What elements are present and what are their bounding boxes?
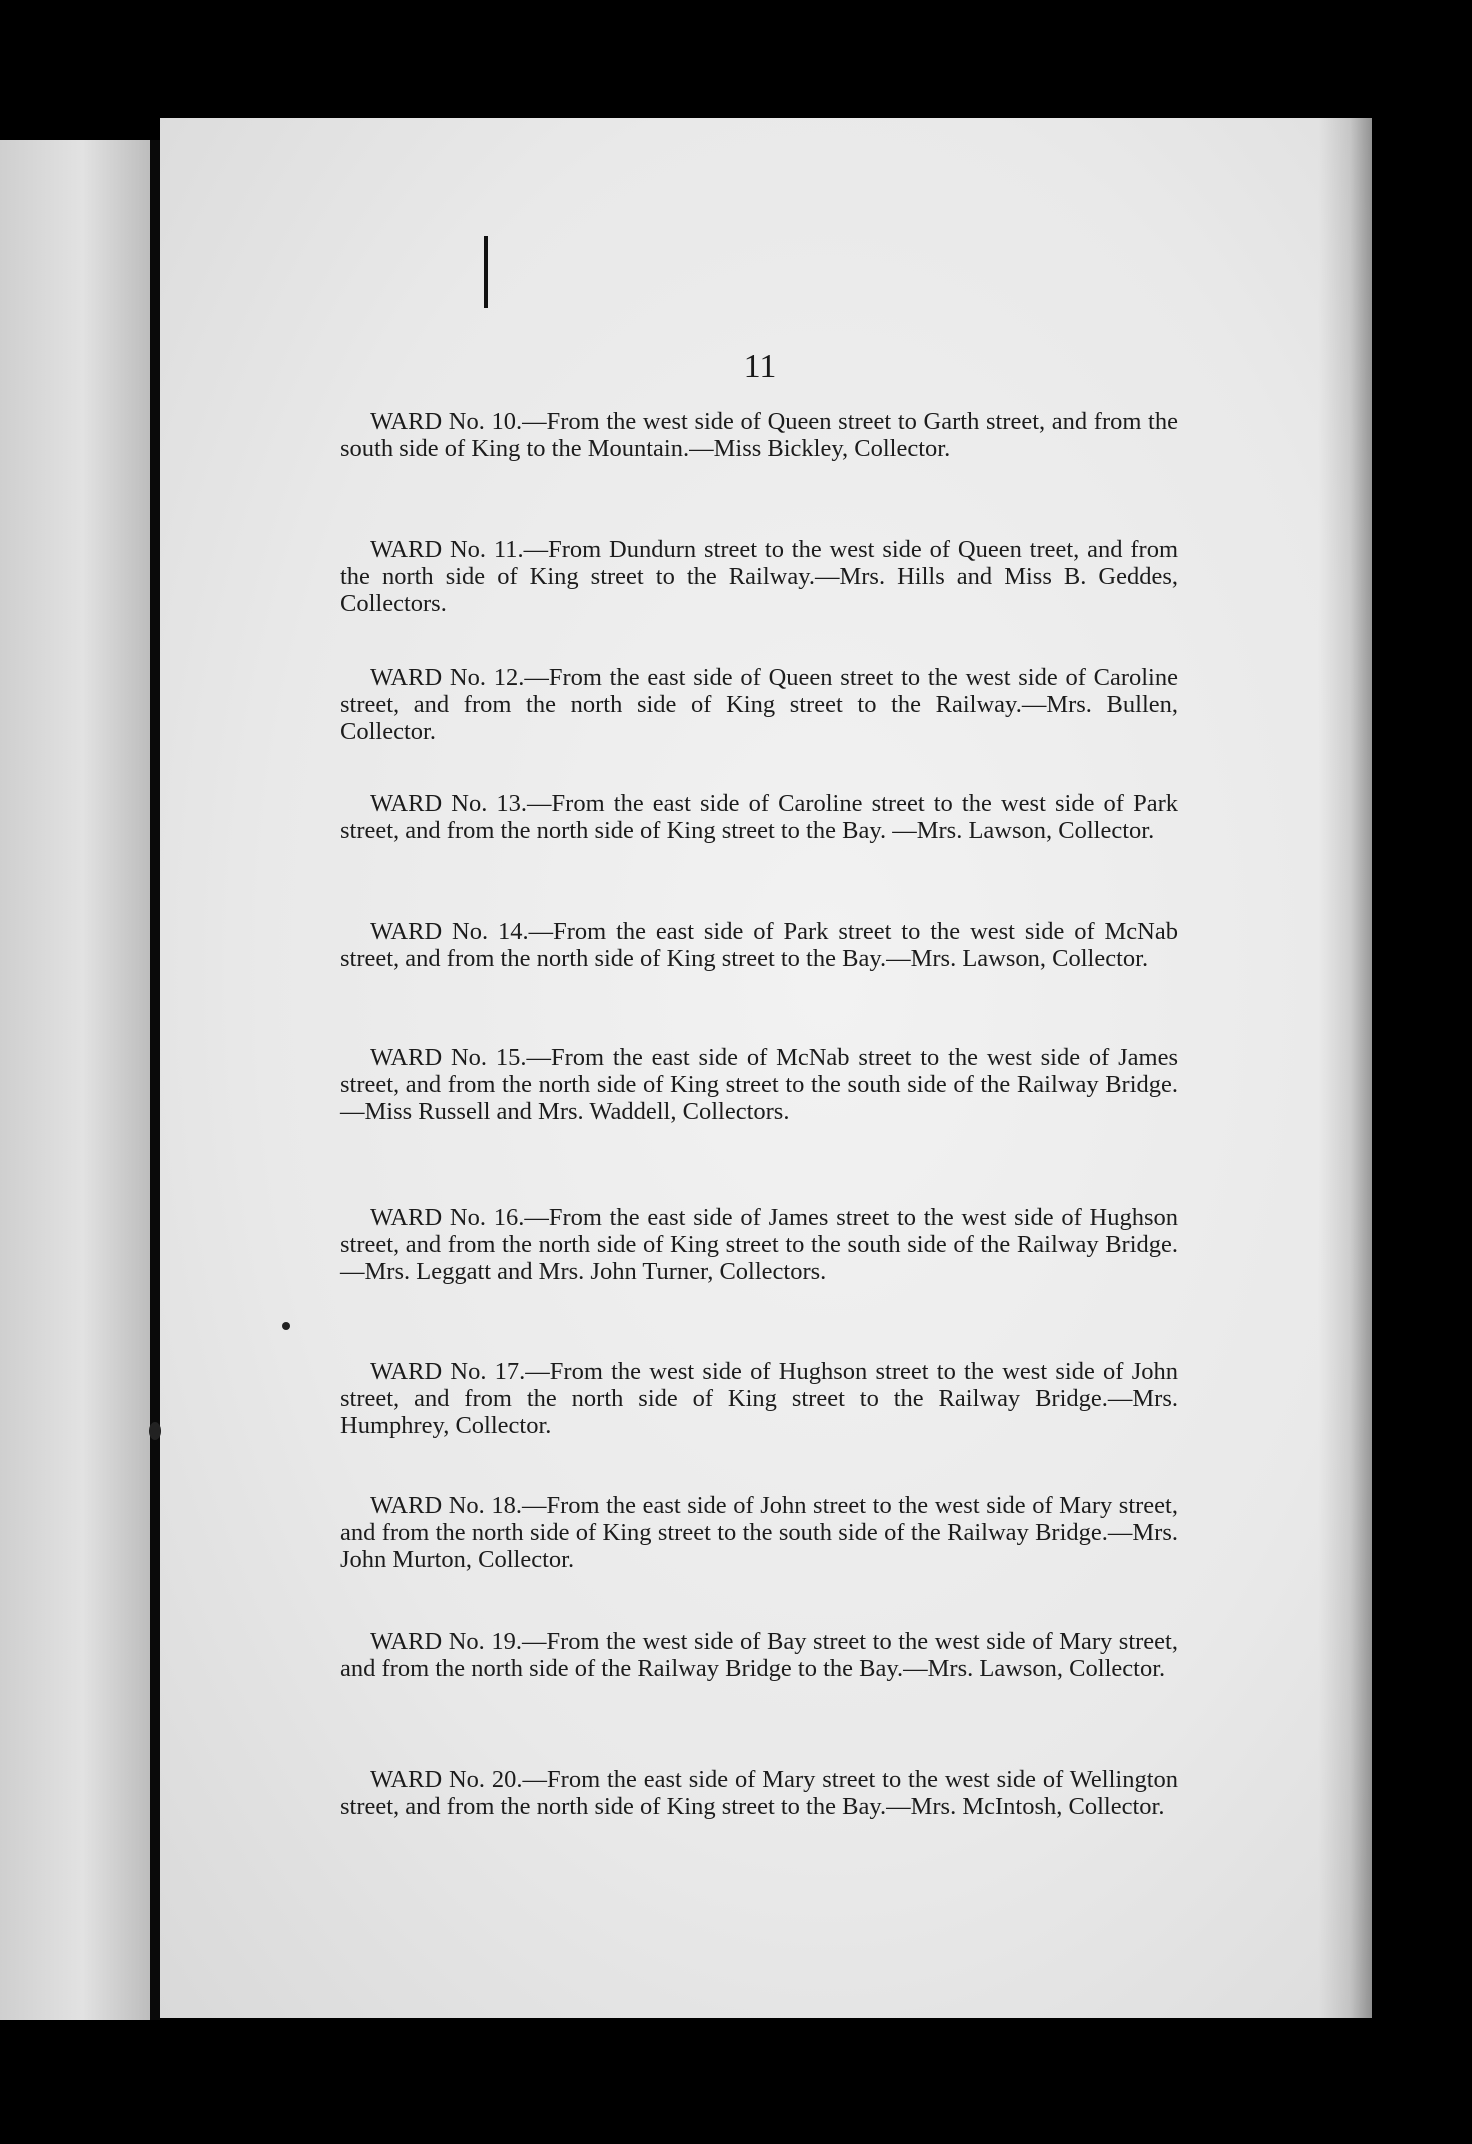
ward-entry: WARD No. 15.—From the east side of McNab street to the west side of James street, and from the north side of King street to the south side of the Railway Bridge.—Miss Russell and Mrs. Waddell, Collectors. (340, 1044, 1178, 1125)
book-gutter (150, 140, 160, 2020)
ward-entry: WARD No. 17.—From the west side of Hughson street to the west side of John street, and from the north side of King street to the Railway Bridge.—Mrs. Humphrey, Collector. (340, 1358, 1178, 1439)
ward-entry: WARD No. 11.—From Dundurn street to the west side of Queen treet, and from the north side of King street to the Railway.—Mrs. Hills and Miss B. Geddes, Collectors. (340, 536, 1178, 617)
ward-entry: WARD No. 20.—From the east side of Mary street to the west side of Wellington street, and from the north side of King street to the Bay.—Mrs. McIntosh, Collector. (340, 1766, 1178, 1820)
pencil-mark (484, 236, 488, 308)
ward-entry: WARD No. 16.—From the east side of James street to the west side of Hughson street, and from the north side of King street to the south side of the Railway Bridge.—Mrs. Leggatt and Mrs. John Turner, Collectors. (340, 1204, 1178, 1285)
page-number: 11 (743, 348, 777, 385)
ward-entry: WARD No. 13.—From the east side of Caroline street to the west side of Park street, and from the north side of King street to the Bay. —Mrs. Lawson, Collector. (340, 790, 1178, 844)
ink-smudge (282, 1322, 290, 1330)
ink-smudge (149, 1422, 161, 1440)
ward-entry: WARD No. 10.—From the west side of Queen street to Garth street, and from the south side of King to the Mountain.—Miss Bickley, Collector. (340, 408, 1178, 462)
page-edge-shadow (1318, 118, 1372, 2018)
ward-entry: WARD No. 14.—From the east side of Park street to the west side of McNab street, and from the north side of King street to the Bay.—Mrs. Lawson, Collector. (340, 918, 1178, 972)
ward-entry: WARD No. 12.—From the east side of Queen street to the west side of Caroline street, and from the north side of King street to the Railway.—Mrs. Bullen, Collector. (340, 664, 1178, 745)
ward-entry: WARD No. 18.—From the east side of John street to the west side of Mary street, and from the north side of King street to the south side of the Railway Bridge.—Mrs. John Murton, Collector. (340, 1492, 1178, 1573)
ward-entry: WARD No. 19.—From the west side of Bay street to the west side of Mary street, and from the north side of the Railway Bridge to the Bay.—Mrs. Lawson, Collector. (340, 1628, 1178, 1682)
left-page-margin (0, 140, 150, 2020)
